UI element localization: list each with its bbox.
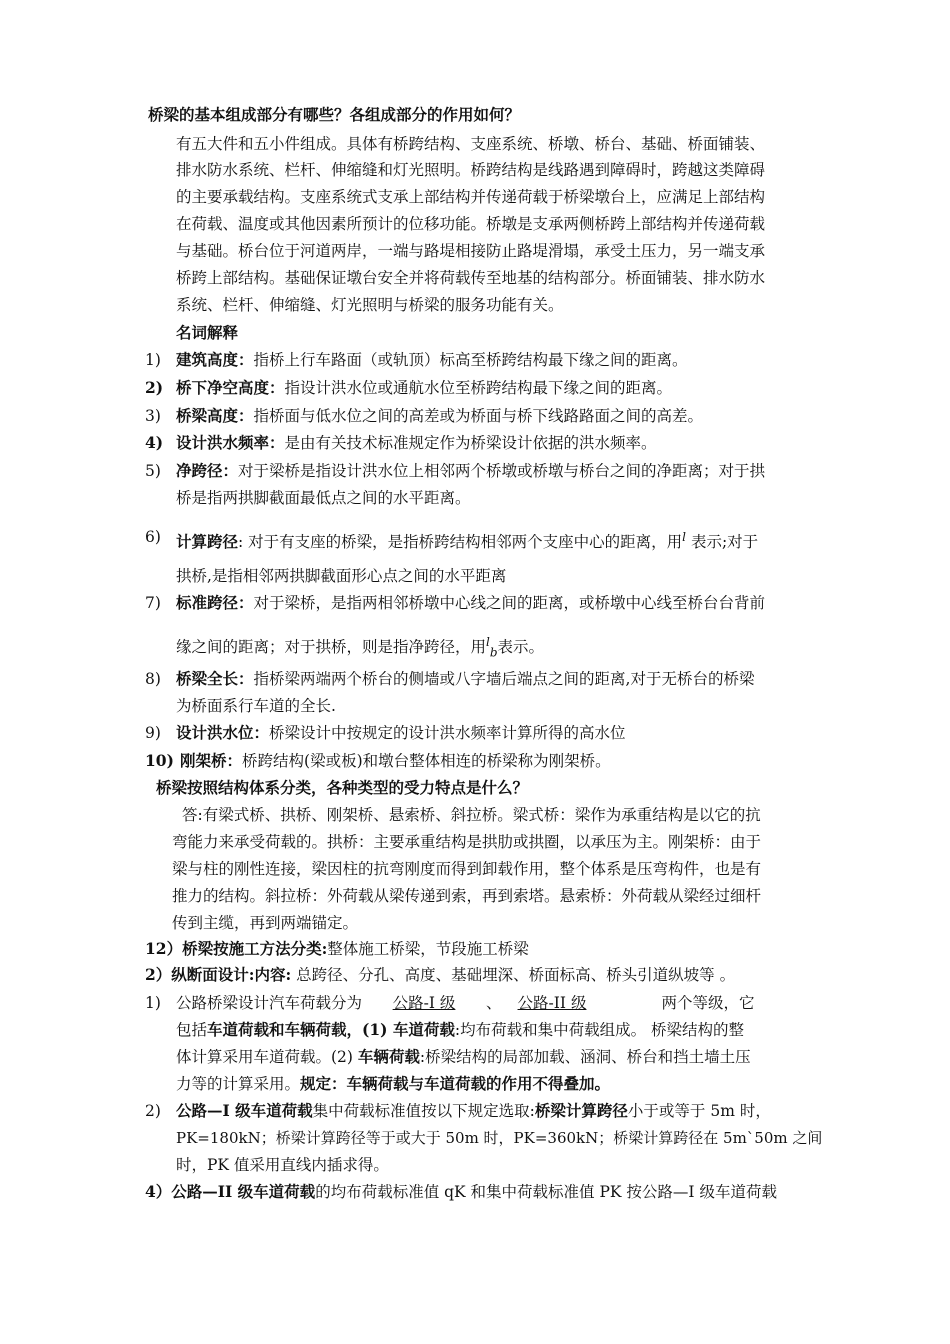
- class-2-lane-load: [145, 1181, 777, 1203]
- answer-line: 传到主缆，再到两端锚定。: [172, 914, 359, 932]
- load-types-line: [176, 1019, 744, 1041]
- term-total-length: [176, 668, 754, 690]
- item-label: 2）纵断面设计:内容:: [145, 965, 292, 984]
- load-class-2: 公路-II 级: [517, 994, 587, 1012]
- term-rigid-frame: [180, 750, 611, 772]
- term-definition-tail: 表示。: [497, 638, 545, 657]
- text-segment: 小于或等于 5m 时，: [627, 1102, 771, 1120]
- term-label: 桥梁高度：: [176, 406, 254, 425]
- term-label: 标准跨径：: [176, 593, 254, 612]
- text-segment: 力等的计算采用。: [176, 1075, 301, 1093]
- lane-load-interpolation: 时，PK 值采用直线内插求得。: [176, 1156, 389, 1174]
- list-number: 3): [145, 407, 161, 425]
- lane-load-line: [176, 1100, 771, 1122]
- term-definition-continued: 拱桥,是指相邻两拱脚截面形心点之间的水平距离: [176, 567, 507, 585]
- term-definition: 指桥上行车路面（或轨顶）标高至桥跨结构最下缘之间的距离。: [253, 351, 688, 369]
- list-number: 7): [145, 594, 161, 612]
- bold-segment: 规定：车辆荷载与车道荷载的作用不得叠加。: [300, 1074, 611, 1093]
- text-segment: 体计算采用车道荷载。(2): [176, 1048, 358, 1066]
- term-building-height: [176, 349, 688, 371]
- term-label: 刚架桥：: [180, 751, 243, 770]
- answer-line: 排水防水系统、栏杆、伸缩缝和灯光照明。桥跨结构是线路遇到障碍时，跨越这类障碍: [176, 161, 766, 179]
- term-label: 设计洪水频率：: [176, 433, 285, 452]
- term-definition: 桥梁设计中按规定的设计洪水频率计算所得的高水位: [269, 724, 626, 742]
- bold-segment: ，(1): [346, 1020, 393, 1039]
- term-label: 设计洪水位：: [176, 723, 270, 742]
- bold-segment: 车道荷载和车辆荷载: [207, 1020, 347, 1039]
- term-definition: 桥跨结构(梁或板)和墩台整体相连的桥梁称为刚架桥。: [242, 752, 611, 770]
- term-definition: : 对于有支座的桥梁，是指桥跨结构相邻两个支座中心的距离，用: [238, 533, 683, 552]
- item-text: 总跨径、分孔、高度、基础埋深、桥面标高、桥头引道纵坡等 。: [291, 966, 736, 984]
- list-number: 9): [145, 724, 161, 742]
- list-number: 6): [145, 528, 161, 546]
- span-symbol: l: [486, 635, 490, 649]
- terms-heading: 名词解释: [176, 323, 239, 342]
- answer-line: 系统、栏杆、伸缩缝、灯光照明与桥梁的服务功能有关。: [176, 296, 564, 314]
- text-segment: 两个等级，它: [661, 994, 755, 1012]
- text-segment: :桥梁结构的局部加载、涵洞、桥台和挡土墙土压: [419, 1048, 751, 1066]
- term-definition: 缘之间的距离；对于拱桥，则是指净跨径，用: [176, 638, 487, 657]
- answer-line: 推力的结构。斜拉桥：外荷载从梁传递到索，再到索塔。悬索桥：外荷载从梁经过细杆: [172, 887, 762, 905]
- list-number: 5): [145, 462, 161, 480]
- lane-load-values: PK=180kN；桥梁计算跨径等于或大于 50m 时，PK=360kN；桥梁计算跨径在 5m`50m 之间: [176, 1129, 823, 1147]
- span-symbol: l: [682, 530, 687, 544]
- span-subscript: b: [489, 645, 498, 660]
- list-number: 2): [145, 378, 164, 397]
- text-segment: 集中荷载标准值按以下规定选取:: [312, 1102, 535, 1120]
- term-definition: 是由有关技术标准规定作为桥梁设计依据的洪水频率。: [284, 434, 657, 452]
- load-class-1: 公路-I 级: [392, 994, 456, 1012]
- bold-segment: 车辆荷载: [357, 1047, 420, 1066]
- list-number: 10): [145, 751, 174, 770]
- answer-line: 弯能力来承受荷载的。拱桥：主要承重结构是拱肋或拱圈，以承压为主。刚架桥：由于: [172, 833, 762, 851]
- item-12: [145, 938, 529, 960]
- bold-segment: 4）公路—II 级车道荷载: [145, 1182, 316, 1201]
- term-standard-span: [176, 592, 765, 614]
- term-definition-tail: 表示;对于: [686, 533, 759, 552]
- text-segment: 公路桥梁设计汽车荷载分为: [176, 994, 363, 1012]
- answer-line: 的主要承载结构。支座系统式支承上部结构并传递荷载于桥梁墩台上，应满足上部结构: [176, 188, 766, 206]
- bold-segment: 公路—I 级车道荷载: [176, 1101, 313, 1120]
- text-segment: :均布荷载和集中荷载组成。 桥梁结构的整: [454, 1021, 745, 1039]
- load-usage-line: [176, 1046, 751, 1068]
- list-number: 1): [145, 351, 161, 369]
- answer-line: 答:有梁式桥、拱桥、刚架桥、悬索桥、斜拉桥。梁式桥：梁作为承重结构是以它的抗: [182, 806, 761, 824]
- list-number: 4): [145, 433, 164, 452]
- term-label: 桥下净空高度：: [176, 378, 285, 397]
- term-calculated-span: [176, 526, 758, 553]
- term-definition: 对于梁桥，是指两相邻桥墩中心线之间的距离，或桥墩中心线至桥台台背前: [253, 594, 766, 612]
- answer-line: 梁与柱的刚性连接，梁因柱的抗弯刚度而得到卸载作用，整个体系是压弯构件，也是有: [172, 860, 762, 878]
- term-definition: 指设计洪水位或通航水位至桥跨结构最下缘之间的距离。: [284, 379, 673, 397]
- item-label: 12）桥梁按施工方法分类:: [145, 939, 328, 958]
- term-label: 桥梁全长：: [176, 669, 254, 688]
- text-segment: 、: [486, 994, 502, 1012]
- term-flood-frequency: [176, 432, 657, 454]
- load-rule-line: [176, 1073, 610, 1095]
- term-definition-continued: 为桥面系行车道的全长.: [176, 697, 336, 715]
- term-definition: 对于梁桥是指设计洪水位上相邻两个桥墩或桥墩与桥台之间的净距离；对于拱: [238, 462, 766, 480]
- term-label: 建筑高度：: [176, 350, 254, 369]
- question-1-title: 桥梁的基本组成部分有哪些？各组成部分的作用如何？: [148, 105, 521, 124]
- list-number: 2): [145, 1102, 161, 1120]
- term-definition: 指桥梁两端两个桥台的侧墙或八字墙后端点之间的距离,对于无桥台的桥梁: [253, 670, 755, 688]
- list-number: 1): [145, 994, 161, 1012]
- answer-line: 在荷载、温度或其他因素所预计的位移功能。桥墩是支承两侧桥跨上部结构并传递荷载: [176, 215, 766, 233]
- text-segment: 的均布荷载标准值 qK 和集中荷载标准值 PK 按公路—I 级车道荷载: [315, 1183, 777, 1201]
- term-clearance-height: [176, 377, 672, 399]
- list-number: 8): [145, 670, 161, 688]
- bold-segment: 桥梁计算跨径: [534, 1101, 628, 1120]
- term-bridge-height: [176, 405, 703, 427]
- term-clear-span: [176, 460, 765, 482]
- term-label: 计算跨径: [176, 532, 239, 552]
- answer-line: 有五大件和五小件组成。具体有桥跨结构、支座系统、桥墩、桥台、基础、桥面铺装、: [176, 135, 766, 153]
- term-definition-continued: [176, 631, 544, 663]
- term-definition: 指桥面与低水位之间的高差或为桥面与桥下线路路面之间的高差。: [253, 407, 704, 425]
- item-longitudinal-design: [145, 964, 735, 986]
- question-2-title: 桥梁按照结构体系分类，各种类型的受力特点是什么？: [156, 778, 529, 797]
- bold-segment: 车道荷载: [392, 1020, 455, 1039]
- item-text: 整体施工桥梁，节段施工桥梁: [327, 940, 529, 958]
- text-segment: 包括: [176, 1021, 208, 1039]
- load-classes-line: [176, 992, 755, 1014]
- answer-line: 与基础。桥台位于河道两岸，一端与路堤相接防止路堤滑塌，承受土压力，另一端支承: [176, 242, 766, 260]
- term-label: 净跨径：: [176, 461, 239, 480]
- term-design-flood-level: [176, 722, 626, 744]
- term-definition-continued: 桥是指两拱脚截面最低点之间的水平距离。: [176, 489, 471, 507]
- answer-line: 桥跨上部结构。基础保证墩台安全并将荷载传至地基的结构部分。桥面铺装、排水防水: [176, 269, 766, 287]
